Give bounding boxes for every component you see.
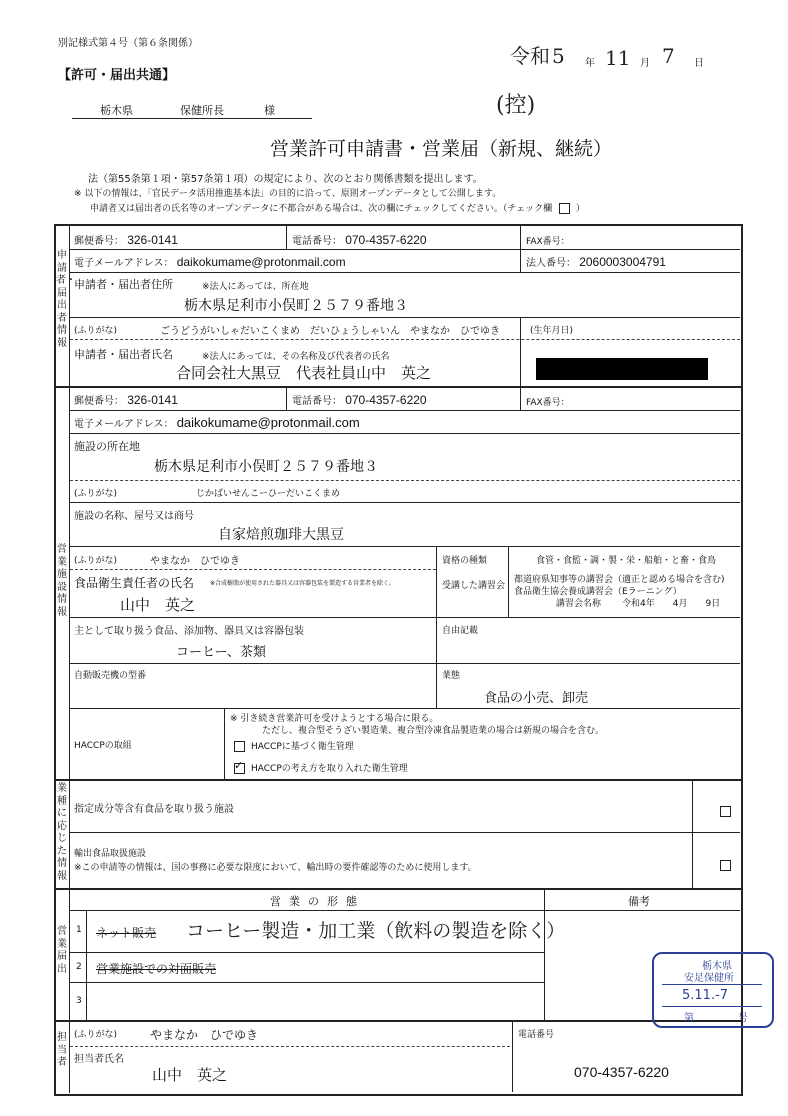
stamp-line-1: 栃木県 xyxy=(702,961,732,972)
facility-phone: 電話番号： 070-4357-6220 xyxy=(292,393,427,407)
export-facility-note: ※この申請等の情報は、国の事務に必要な限度において、輸出時の要件確認等のために使用します。 xyxy=(74,863,477,873)
addressee-honorific: 様 xyxy=(264,104,275,117)
form-category: 【許可・届出共通】 xyxy=(58,68,176,83)
facility-name-label: 施設の名称、屋号又は商号 xyxy=(74,511,194,522)
facility-postal-value[interactable]: 326-0141 xyxy=(127,393,178,407)
applicant-address-value[interactable]: 栃木県足利市小俣町２５７９番地３ xyxy=(184,298,408,314)
applicant-corp-no: 法人番号： 2060003004791 xyxy=(526,255,666,269)
applicant-corp-no-value[interactable]: 2060003004791 xyxy=(579,255,666,269)
business-row-2-printed: 営業施設での対面販売 xyxy=(96,962,217,976)
business-label: 業態 xyxy=(442,671,461,681)
facility-location-label: 施設の所在地 xyxy=(74,440,140,453)
export-facility-checkbox[interactable] xyxy=(720,855,731,874)
manager-furigana-label: (ふりがな) xyxy=(74,556,118,566)
stamp-date: 5.11.-7 xyxy=(682,988,729,1003)
open-data-checkbox-row xyxy=(90,201,585,214)
course-line-2: 食品衛生協会養成講習会（Eラーニング） xyxy=(514,587,682,597)
facility-furigana-label: (ふりがな) xyxy=(74,489,118,499)
manager-name-label: 食品衛生責任者の氏名 xyxy=(74,576,195,590)
applicant-address-label: 申請者・届出者住所 xyxy=(74,278,173,291)
applicant-phone: 電話番号： 070-4357-6220 xyxy=(292,233,427,247)
open-data-note-end: ） xyxy=(575,204,585,214)
haccp-label: HACCPの取組 xyxy=(74,741,132,751)
facility-postal: 郵便番号： 326-0141 xyxy=(74,393,178,407)
open-data-note-2: 申請者又は届出者の氏名等のオープンデータに不都合がある場合は、次の欄にチェックしてください。（チェック欄 xyxy=(90,204,553,214)
facility-phone-value[interactable]: 070-4357-6220 xyxy=(345,393,427,407)
addressee-underline xyxy=(72,118,312,119)
facility-email-value[interactable]: daikokumame@protonmail.com xyxy=(176,415,360,430)
contact-name-value[interactable]: 山中 英之 xyxy=(152,1066,228,1084)
applicant-postal-value[interactable]: 326-0141 xyxy=(127,233,178,247)
haccp-option-2[interactable]: ✓HACCPの考え方を取り入れた衛生管理 xyxy=(234,761,408,774)
course-date-value[interactable]: 令和4年 4月 9日 xyxy=(622,599,721,609)
applicant-postal: 郵便番号： 326-0141 xyxy=(74,233,178,247)
open-data-note: ※ 以下の情報は、「官民データ活用推進基本法」の目的に沿って、原則オープンデータとして公開します。 xyxy=(74,189,502,199)
haccp-option-1-checkbox[interactable] xyxy=(234,741,245,752)
course-label: 受講した講習会 xyxy=(442,581,506,591)
qualification-options[interactable]: 食管・食監・調・製・栄・船舶・と畜・食鳥 xyxy=(536,556,717,566)
applicant-name-label: 申請者・届出者氏名 xyxy=(74,348,173,361)
contact-phone-label: 電話番号 xyxy=(518,1030,555,1040)
haccp-note-1: ※ 引き続き営業許可を受けようとする場合に限る。 xyxy=(230,714,439,724)
applicant-phone-value[interactable]: 070-4357-6220 xyxy=(345,233,427,247)
designated-ingredients-label: 指定成分等含有食品を取り扱う施設 xyxy=(74,804,234,815)
side-label-contact: 担当者 xyxy=(57,1032,67,1068)
haccp-option-2-checkbox[interactable] xyxy=(234,763,245,774)
stamp-line-2: 安足保健所 xyxy=(684,973,734,984)
business-row-2-no: 2 xyxy=(76,962,82,972)
applicant-name-value[interactable]: 合同会社大黒豆 代表社員山中 英之 xyxy=(176,364,432,382)
haccp-note-2: ただし、複合型そうざい製造業、複合型冷凍食品製造業の場合は新規の場合を含む。 xyxy=(262,726,605,736)
day-label: 日 xyxy=(694,58,704,69)
items-value[interactable]: コーヒー、茶類 xyxy=(176,645,266,660)
manager-furigana-value[interactable]: やまなか ひでゆき xyxy=(150,556,240,567)
business-row-1-no: 1 xyxy=(76,925,82,935)
side-label-business-type: 業種に応じた情報 xyxy=(57,783,67,882)
page-title: 営業許可申請書・営業届（新規、継続） xyxy=(270,138,613,160)
copy-mark: (控) xyxy=(496,93,536,118)
applicant-address-note: ※法人にあっては、所在地 xyxy=(202,282,309,292)
applicant-birthdate-label: (生年月日) xyxy=(530,326,574,336)
addressee-title: 保健所長 xyxy=(180,104,224,117)
side-label-facility: 営業施設情報 xyxy=(57,544,67,618)
stamp-suffix: 号 xyxy=(738,1013,748,1024)
addressee-prefecture: 栃木県 xyxy=(100,104,133,117)
receipt-stamp xyxy=(652,952,774,1028)
items-label: 主として取り扱う食品、添加物、器具又は容器包装 xyxy=(74,626,304,637)
date-year: 5 xyxy=(552,44,565,68)
applicant-email: 電子メールアドレス： daikokumame@protonmail.com xyxy=(74,255,346,269)
applicant-furigana-value[interactable]: ごうどうがいしゃだいこくまめ だいひょうしゃいん やまなか ひでゆき xyxy=(160,326,500,337)
business-row-1-printed: ネット販売 xyxy=(96,926,157,940)
manager-note: ※合成樹脂が使用された器具又は容器包装を製造する営業者を除く。 xyxy=(210,580,395,587)
form-number: 別記様式第４号（第６条関係） xyxy=(58,38,198,49)
open-data-checkbox[interactable] xyxy=(559,203,570,214)
export-facility-label: 輸出食品取扱施設 xyxy=(74,849,147,859)
year-label: 年 xyxy=(585,58,595,69)
facility-fax-label: FAX番号： xyxy=(526,398,570,408)
facility-location-value[interactable]: 栃木県足利市小俣町２５７９番地３ xyxy=(154,459,378,475)
designated-ingredients-checkbox[interactable] xyxy=(720,801,731,820)
business-form-header: 営業の形態 xyxy=(270,895,365,908)
facility-name-value[interactable]: 自家焙煎珈琲大黒豆 xyxy=(218,527,344,543)
side-column-divider xyxy=(69,224,70,1093)
redaction-block xyxy=(536,358,708,380)
qualification-label: 資格の種類 xyxy=(442,556,488,566)
free-text-label: 自由記載 xyxy=(442,626,479,636)
applicant-furigana-label: (ふりがな) xyxy=(74,326,118,336)
facility-email: 電子メールアドレス： daikokumame@protonmail.com xyxy=(74,415,360,430)
contact-name-label: 担当者氏名 xyxy=(74,1054,124,1065)
business-row-3-no: 3 xyxy=(76,996,82,1006)
date-day: 7 xyxy=(662,44,675,68)
applicant-fax-label: FAX番号： xyxy=(526,237,570,247)
vending-label: 自動販売機の型番 xyxy=(74,671,147,681)
business-value[interactable]: 食品の小売、卸売 xyxy=(484,691,589,706)
date-month: 11 xyxy=(605,46,631,70)
haccp-option-1[interactable]: HACCPに基づく衛生管理 xyxy=(234,739,354,752)
law-line: 法（第55条第１項・第57条第１項）の規定により、次のとおり関係書類を提出します。 xyxy=(88,174,483,185)
contact-phone-value[interactable]: 070-4357-6220 xyxy=(574,1064,669,1080)
contact-furigana-value[interactable]: やまなか ひでゆき xyxy=(150,1028,259,1042)
manager-name-value[interactable]: 山中 英之 xyxy=(120,596,196,614)
side-label-applicant: 申請者・届出者情報 xyxy=(56,250,76,349)
facility-furigana-value[interactable]: じかばいせんこーひーだいこくまめ xyxy=(196,489,341,499)
side-label-business-report: 営業届出 xyxy=(57,926,67,975)
applicant-email-value[interactable]: daikokumame@protonmail.com xyxy=(176,255,346,269)
course-line-1: 都道府県知事等の講習会（適正と認める場合を含む) xyxy=(514,575,725,585)
month-label: 月 xyxy=(640,58,650,69)
contact-furigana-label: (ふりがな) xyxy=(74,1030,118,1040)
date-era: 令和 xyxy=(510,44,550,68)
course-name-label: 講習会名称 xyxy=(556,599,602,609)
business-row-1-handwritten[interactable]: コーヒー製造・加工業（飲料の製造を除く） xyxy=(186,920,566,942)
stamp-prefix: 第 xyxy=(684,1013,694,1024)
remarks-header: 備考 xyxy=(628,895,650,908)
applicant-name-note: ※法人にあっては、その名称及び代表者の氏名 xyxy=(202,352,390,362)
